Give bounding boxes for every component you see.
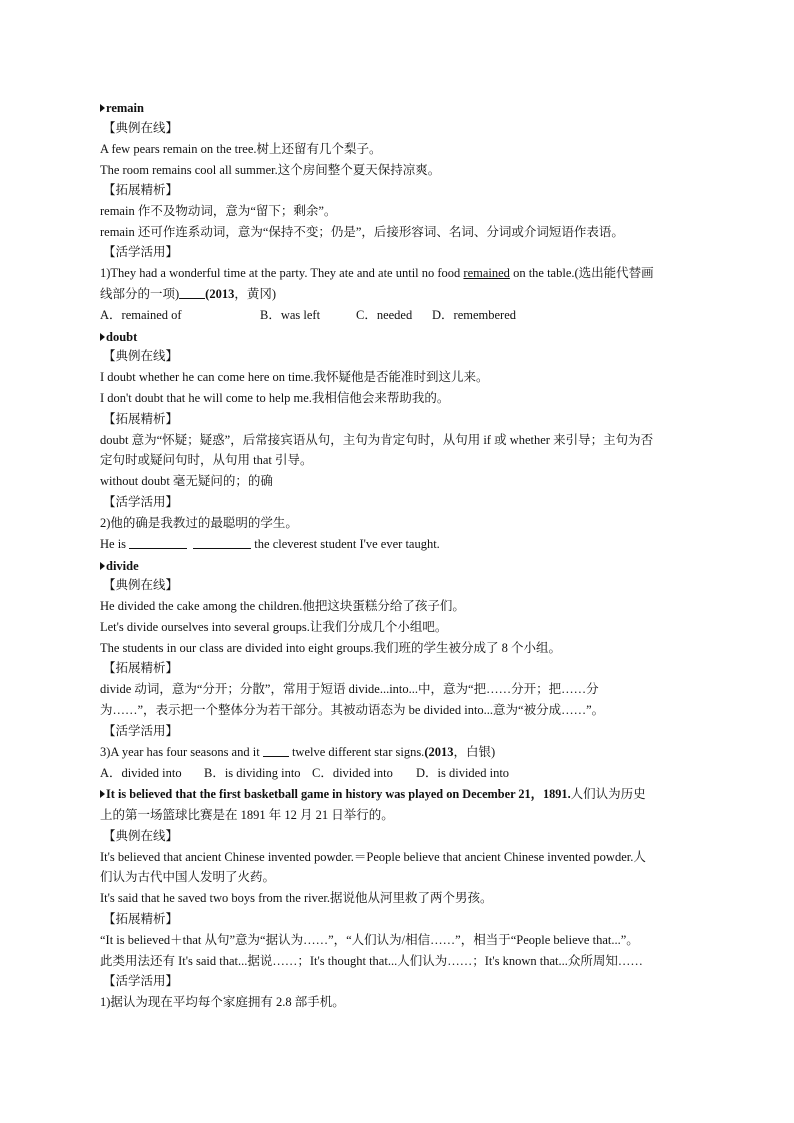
explanation-text: doubt 意为“怀疑；疑惑”，后常接宾语从句，主句为肯定句时，从句用 if 或 whether 来引导；主句为否: [100, 433, 654, 447]
explanation-text: divide 动词，意为“分开；分散”，常用于短语 divide...into...中，意为“把……分开；把……分: [100, 682, 599, 696]
answer-blank[interactable]: [193, 537, 251, 549]
triangle-bullet-icon: [100, 790, 105, 798]
option-d[interactable]: D．remembered: [432, 308, 516, 322]
example-sentence: The room remains cool all summer.这个房间整个夏天保持凉爽。: [100, 163, 441, 177]
answer-options: [100, 307, 516, 323]
practice-header: 【活学活用】: [103, 245, 179, 259]
sentence-pattern-heading: 上的第一场篮球比赛是在 1891 年 12 月 21 日举行的。: [100, 808, 394, 822]
explanation-text: remain 作不及物动词，意为“留下；剩余”。: [100, 204, 337, 218]
option-c[interactable]: C．needed: [356, 308, 413, 322]
answer-blank[interactable]: [263, 745, 289, 757]
example-sentence: It's said that he saved two boys from the river.据说他从河里救了两个男孩。: [100, 891, 493, 905]
keyword-heading-remain: remain: [100, 100, 144, 116]
option-a[interactable]: A．remained of: [100, 308, 182, 322]
explanation-text: remain 还可作连系动词，意为“保持不变；仍是”，后接形容词、名词、分词或介词短语作表语。: [100, 225, 624, 239]
option-a[interactable]: A．divided into: [100, 766, 182, 780]
answer-options: [100, 765, 509, 781]
answer-blank[interactable]: [129, 537, 187, 549]
keyword-heading-doubt: doubt: [100, 329, 137, 345]
explanation-text: 此类用法还有 It's said that...据说……；It's thought that...人们认为……；It's known that...众所周知……: [100, 954, 643, 968]
question-line: 1)They had a wonderful time at the party. They ate and ate until no food remained on the table.(选出能代替画: [100, 266, 654, 280]
practice-header: 【活学活用】: [103, 495, 179, 509]
option-d[interactable]: D．is divided into: [416, 766, 510, 780]
question-line: 3)A year has four seasons and it twelve different star signs.(2013，白银): [100, 745, 496, 759]
examples-header: 【典例在线】: [103, 349, 179, 363]
example-sentence: A few pears remain on the tree.树上还留有几个梨子。: [100, 142, 382, 156]
example-sentence: I doubt whether he can come here on time.我怀疑他是否能准时到这儿来。: [100, 370, 489, 384]
answer-blank[interactable]: [179, 287, 205, 299]
question-line: He is the cleverest student I've ever taught.: [100, 537, 440, 551]
example-sentence: I don't doubt that he will come to help me.我相信他会来帮助我的。: [100, 391, 450, 405]
example-sentence: He divided the cake among the children.他把这块蛋糕分给了孩子们。: [100, 599, 465, 613]
explanation-header: 【拓展精析】: [103, 412, 179, 426]
triangle-bullet-icon: [100, 333, 105, 341]
explanation-header: 【拓展精析】: [103, 661, 179, 675]
triangle-bullet-icon: [100, 104, 105, 112]
explanation-text: “It is believed＋that 从句”意为“据认为……”，“人们认为/相信……”，相当于“People believe that...”。: [100, 933, 639, 947]
explanation-text: 为……”，表示把一个整体分为若干部分。其被动语态为 be divided into...意为“被分成……”。: [100, 703, 605, 717]
example-sentence: 们认为古代中国人发明了火药。: [100, 870, 276, 884]
explanation-header: 【拓展精析】: [103, 183, 179, 197]
explanation-text: 定句时或疑问句时，从句用 that 引导。: [100, 453, 313, 467]
triangle-bullet-icon: [100, 562, 105, 570]
practice-header: 【活学活用】: [103, 974, 179, 988]
explanation-text: without doubt 毫无疑问的；的确: [100, 474, 273, 488]
option-b[interactable]: B．was left: [260, 308, 321, 322]
option-b[interactable]: B．is dividing into: [204, 766, 301, 780]
option-c[interactable]: C．divided into: [312, 766, 393, 780]
examples-header: 【典例在线】: [103, 829, 179, 843]
example-sentence: It's believed that ancient Chinese invented powder.＝People believe that ancient Chinese invented powder.人: [100, 850, 646, 864]
practice-header: 【活学活用】: [103, 724, 179, 738]
underlined-word: remained: [463, 266, 510, 280]
examples-header: 【典例在线】: [103, 121, 179, 135]
examples-header: 【典例在线】: [103, 578, 179, 592]
sentence-pattern-heading: It is believed that the first basketball game in history was played on December 21，1891.人们认为历史: [100, 786, 646, 802]
keyword-heading-divide: divide: [100, 558, 139, 574]
explanation-header: 【拓展精析】: [103, 912, 179, 926]
question-line: 1)据认为现在平均每个家庭拥有 2.8 部手机。: [100, 995, 345, 1009]
question-line: 线部分的一项) (2013，黄冈): [100, 287, 277, 301]
example-sentence: Let's divide ourselves into several groups.让我们分成几个小组吧。: [100, 620, 448, 634]
question-line: 2)他的确是我教过的最聪明的学生。: [100, 516, 298, 530]
example-sentence: The students in our class are divided into eight groups.我们班的学生被分成了 8 个小组。: [100, 641, 562, 655]
